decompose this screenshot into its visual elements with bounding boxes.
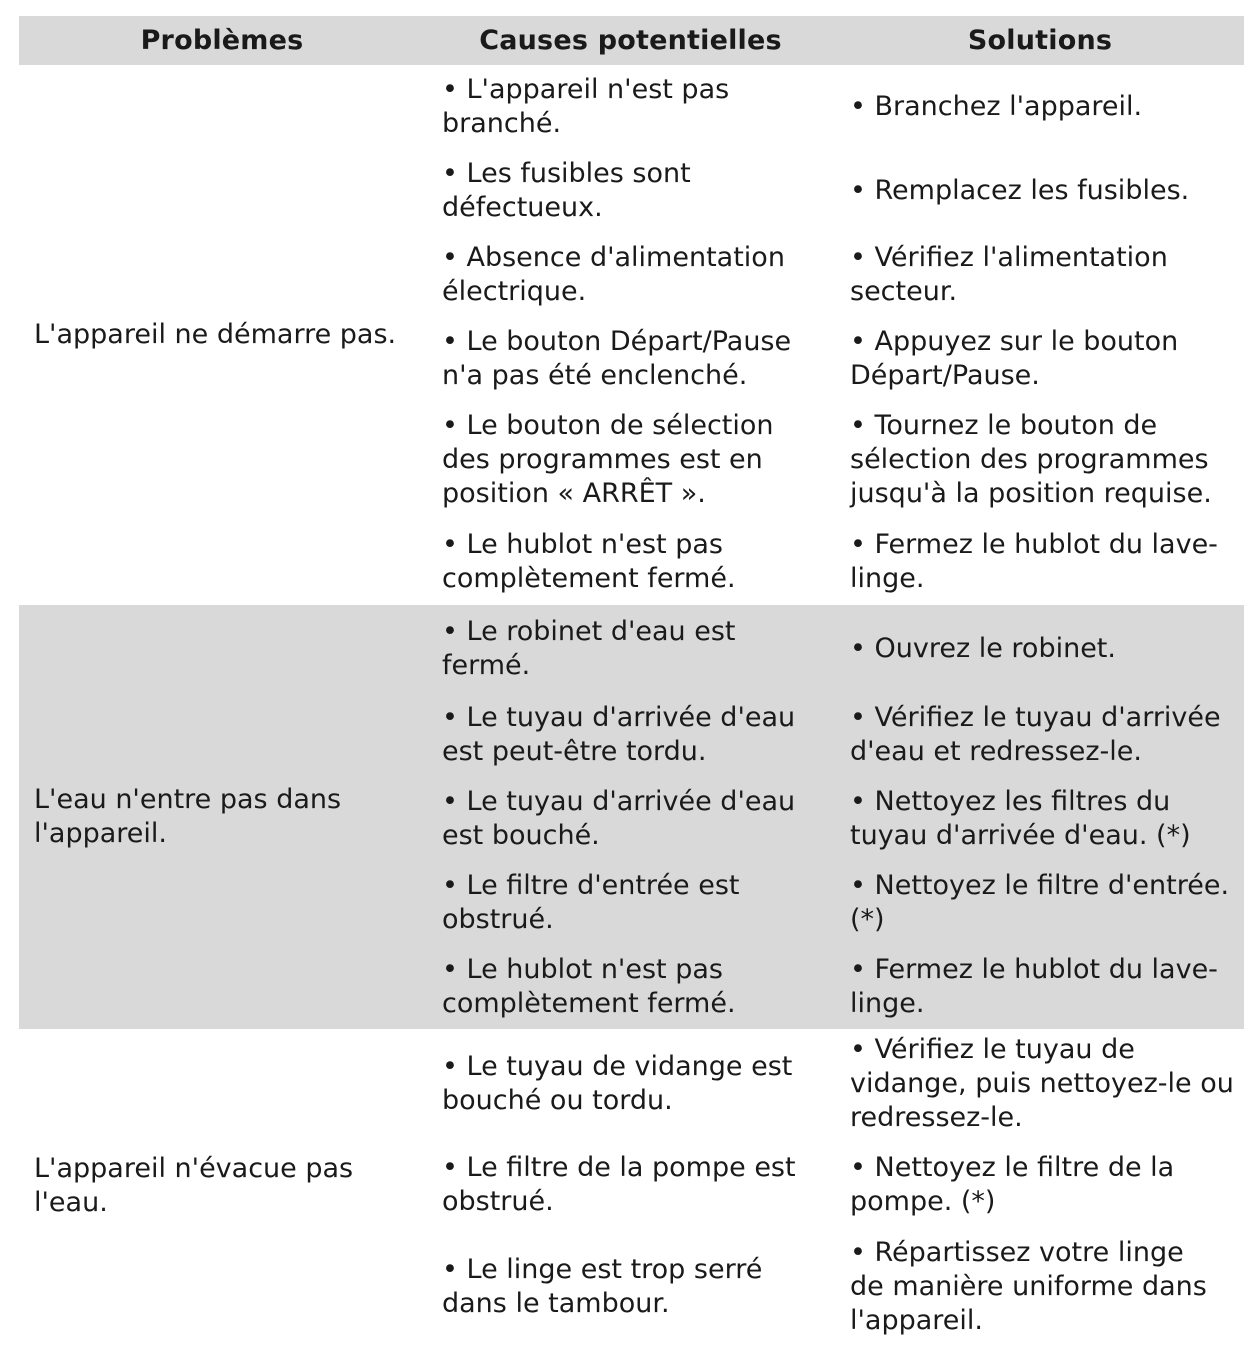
cause-text: • Le tuyau de vidange est bouché ou tordu. [442, 1051, 793, 1116]
cause-solution-list [425, 65, 1244, 605]
problem-group-no-start [19, 65, 1244, 605]
cause-text: • Le filtre de la pompe est obstrué. [442, 1152, 796, 1217]
problem-text: L'appareil ne démarre pas. [34, 319, 397, 350]
problem-text: L'eau n'entre pas dans l'appareil. [34, 784, 342, 849]
solution-text: • Vérifiez le tuyau d'arrivée d'eau et redressez-le. [850, 702, 1221, 767]
table-row [425, 65, 1244, 149]
solution-text: • Vérifiez l'alimentation secteur. [850, 242, 1168, 307]
table-row [425, 1231, 1244, 1343]
solution-text: • Nettoyez le filtre d'entrée. (*) [850, 870, 1230, 935]
cause-text: • Les fusibles sont défectueux. [442, 158, 691, 223]
table-row [425, 777, 1244, 861]
cause-text: • Le tuyau d'arrivée d'eau est bouché. [442, 786, 796, 851]
table-row [425, 519, 1244, 605]
table-row [425, 605, 1244, 693]
cause-text: • Le linge est trop serré dans le tambour. [442, 1254, 763, 1319]
header-causes: Causes potentielles [479, 25, 782, 56]
table-header [19, 16, 1244, 65]
problem-text: L'appareil n'évacue pas l'eau. [34, 1153, 354, 1218]
solution-text: • Appuyez sur le bouton Départ/Pause. [850, 326, 1179, 391]
troubleshooting-table [19, 16, 1244, 1343]
header-problems: Problèmes [140, 25, 304, 56]
cause-text: • Le hublot n'est pas complètement fermé. [442, 529, 736, 594]
solution-text: • Répartissez votre linge de manière uniforme dans l'appareil. [850, 1237, 1207, 1336]
cause-solution-list [425, 605, 1244, 1029]
solution-text: • Nettoyez les filtres du tuyau d'arrivée d'eau. (*) [850, 786, 1191, 851]
cause-text: • Absence d'alimentation électrique. [442, 242, 785, 307]
cause-text: • Le bouton de sélection des programmes est en position « ARRÊT ». [442, 410, 774, 509]
table-row [425, 317, 1244, 401]
cause-text: • Le hublot n'est pas complètement fermé. [442, 954, 736, 1019]
table-row [425, 401, 1244, 519]
table-row [425, 861, 1244, 945]
solution-text: • Remplacez les fusibles. [850, 175, 1190, 206]
solution-text: • Tournez le bouton de sélection des programmes jusqu'à la position requise. [850, 410, 1212, 509]
cause-solution-list [425, 1029, 1244, 1343]
table-row [425, 693, 1244, 777]
solution-text: • Vérifiez le tuyau de vidange, puis nettoyez-le ou redressez-le. [850, 1034, 1234, 1133]
table-row [425, 1029, 1244, 1139]
header-solutions: Solutions [967, 25, 1113, 56]
problem-cell [19, 65, 425, 605]
problem-cell [19, 605, 425, 1029]
cause-text: • Le filtre d'entrée est obstrué. [442, 870, 740, 935]
cause-text: • Le robinet d'eau est fermé. [442, 616, 736, 681]
solution-text: • Branchez l'appareil. [850, 91, 1143, 122]
solution-text: • Fermez le hublot du lave- linge. [850, 529, 1218, 594]
solution-text: • Fermez le hublot du lave- linge. [850, 954, 1218, 1019]
solution-text: • Ouvrez le robinet. [850, 633, 1116, 664]
table-row [425, 149, 1244, 233]
problem-group-no-water [19, 605, 1244, 1029]
table-row [425, 1139, 1244, 1231]
problem-group-no-drain [19, 1029, 1244, 1343]
table-row [425, 233, 1244, 317]
solution-text: • Nettoyez le filtre de la pompe. (*) [850, 1152, 1175, 1217]
table-row [425, 945, 1244, 1029]
cause-text: • Le bouton Départ/Pause n'a pas été enclenché. [442, 326, 792, 391]
cause-text: • Le tuyau d'arrivée d'eau est peut-être tordu. [442, 702, 796, 767]
cause-text: • L'appareil n'est pas branché. [442, 74, 730, 139]
problem-cell [19, 1029, 425, 1343]
